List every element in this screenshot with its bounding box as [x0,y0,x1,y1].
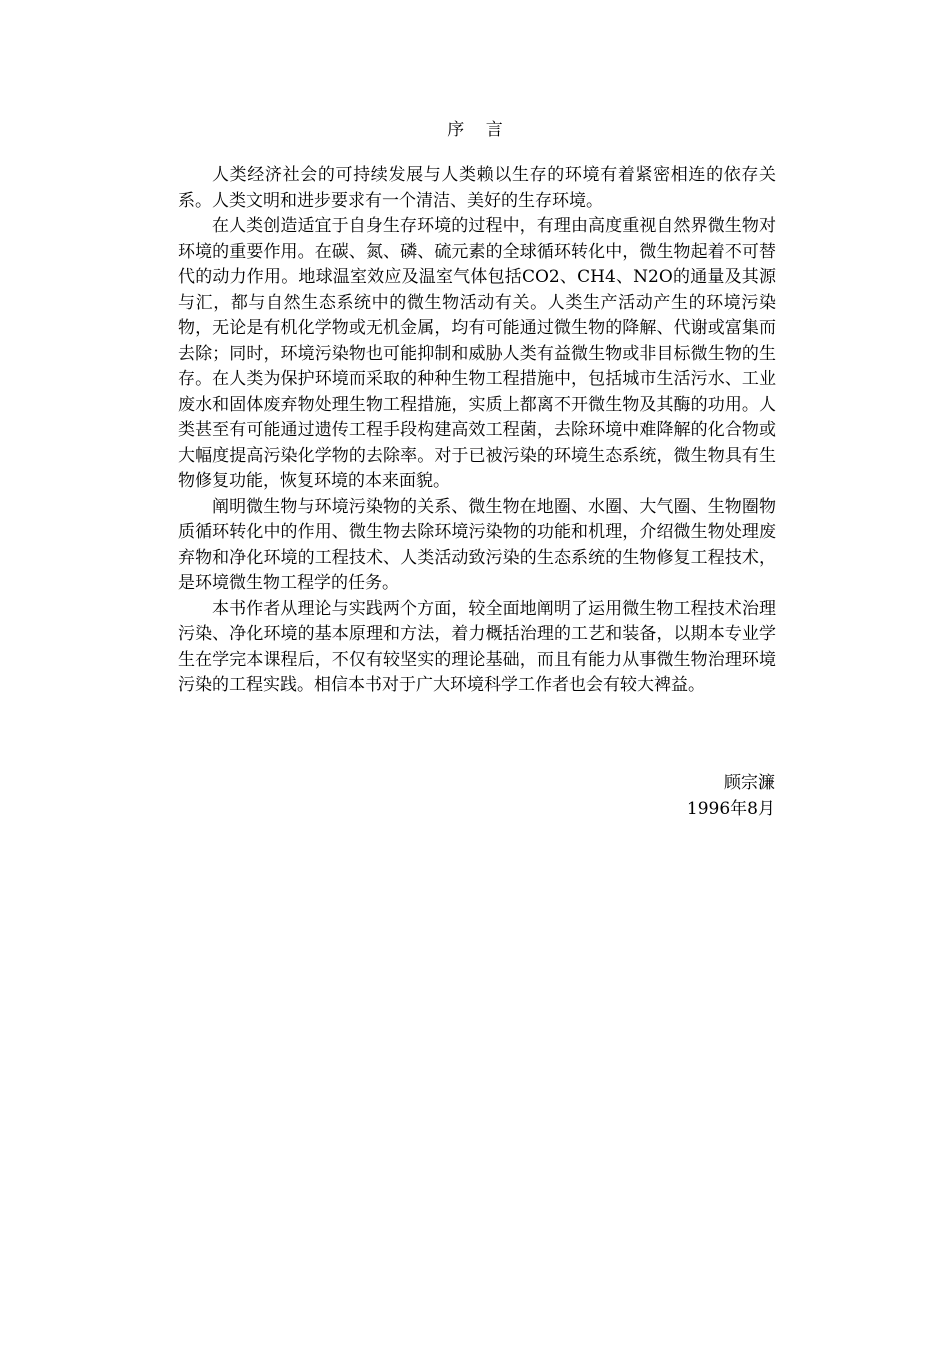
preface-body [178,163,776,699]
signature-block [687,771,775,822]
paragraph-2: 在人类创造适宜于自身生存环境的过程中，有理由高度重视自然界微生物对环境的重要作用。在碳、氮、磷、硫元素的全球循环转化中，微生物起着不可替代的动力作用。地球温室效应及温室气体包括CO2、CH4、N2O的通量及其源与汇，都与自然生态系统中的微生物活动有关。人类生产活动产生的环境污染物，无论是有机化学物或无机金属，均有可能通过微生物的降解、代谢或富集而去除；同时，环境污染物也可能抑制和威胁人类有益微生物或非目标微生物的生存。在人类为保护环境而采取的种种生物工程措施中，包括城市生活污水、工业废水和固体废弃物处理生物工程措施，实质上都离不开微生物及其酶的功用。人类甚至有可能通过遗传工程手段构建高效工程菌，去除环境中难降解的化合物或大幅度提高污染化学物的去除率。对于已被污染的环境生态系统，微生物具有生物修复功能，恢复环境的本来面貌。 [178,216,776,491]
author-name: 顾宗濂 [724,773,775,793]
page-title: 序 言 [447,120,503,140]
paragraph-4: 本书作者从理论与实践两个方面，较全面地阐明了运用微生物工程技术治理污染、净化环境的基本原理和方法，着力概括治理的工艺和装备，以期本专业学生在学完本课程后，不仅有较坚实的理论基础，而且有能力从事微生物治理环境污染的工程实践。相信本书对于广大环境科学工作者也会有较大裨益。 [178,598,776,695]
paragraph-3: 阐明微生物与环境污染物的关系、微生物在地圈、水圈、大气圈、生物圈物质循环转化中的作用、微生物去除环境污染物的功能和机理，介绍微生物处理废弃物和净化环境的工程技术、人类活动致污染的生态系统的生物修复工程技术，是环境微生物工程学的任务。 [178,496,776,593]
signature-date: 1996年8月 [686,798,775,819]
paragraph-1: 人类经济社会的可持续发展与人类赖以生存的环境有着紧密相连的依存关系。人类文明和进步要求有一个清洁、美好的生存环境。 [178,165,776,211]
